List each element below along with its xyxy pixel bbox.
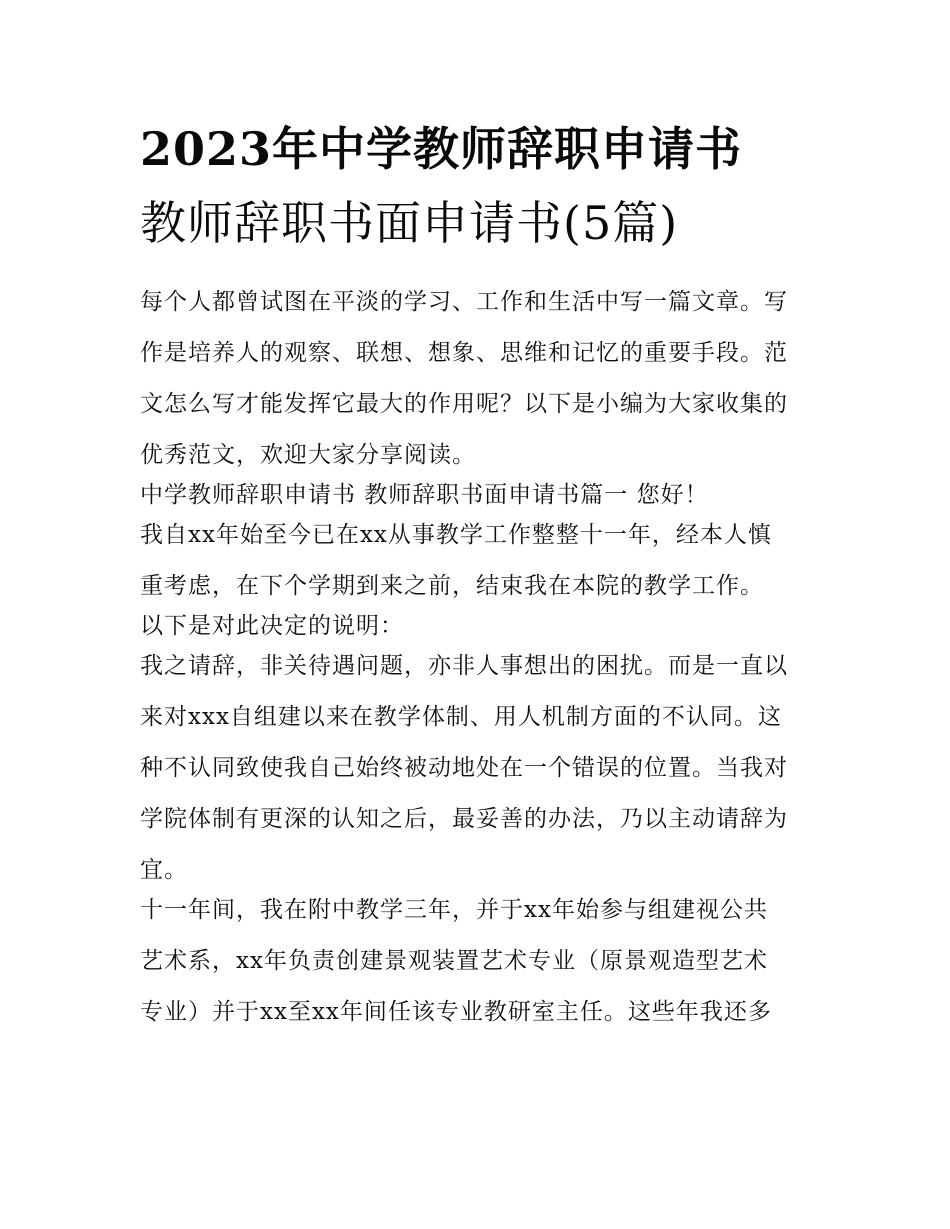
document-title-line-2: 教师辞职书面申请书(5篇) bbox=[140, 196, 679, 250]
body-line: 十一年间，我在附中教学三年，并于xx年始参与组建视公共 bbox=[140, 897, 768, 923]
body-line: 来对xxx自组建以来在教学体制、用人机制方面的不认同。这 bbox=[140, 704, 782, 730]
document-title-line-1: 2023年中学教师辞职申请书 bbox=[140, 122, 743, 176]
body-line: 文怎么写才能发挥它最大的作用呢？以下是小编为大家收集的 bbox=[140, 391, 788, 417]
body-line: 学院体制有更深的认知之后，最妥善的办法，乃以主动请辞为 bbox=[140, 806, 788, 832]
body-line: 艺术系，xx年负责创建景观装置艺术专业（原景观造型艺术 bbox=[140, 948, 768, 974]
body-line: 以下是对此决定的说明： bbox=[140, 613, 404, 639]
body-line: 我之请辞，非关待遇问题，亦非人事想出的困扰。而是一直以 bbox=[140, 653, 788, 679]
body-line: 每个人都曾试图在平淡的学习、工作和生活中写一篇文章。写 bbox=[140, 289, 788, 315]
body-line: 种不认同致使我自己始终被动地处在一个错误的位置。当我对 bbox=[140, 755, 788, 781]
document-body bbox=[140, 282, 820, 1043]
body-line: 优秀范文，欢迎大家分享阅读。 bbox=[140, 442, 476, 468]
body-line: 宜。 bbox=[140, 857, 188, 883]
body-line: 中学教师辞职申请书 教师辞职书面申请书篇一 您好！ bbox=[140, 482, 709, 508]
body-line: 我自xx年始至今已在xx从事教学工作整整十一年，经本人慎 bbox=[140, 522, 772, 548]
body-line: 重考虑，在下个学期到来之前，结束我在本院的教学工作。 bbox=[140, 573, 764, 599]
body-line: 作是培养人的观察、联想、想象、思维和记忆的重要手段。范 bbox=[140, 340, 788, 366]
body-line: 专业）并于xx至xx年间任该专业教研室主任。这些年我还多 bbox=[140, 999, 772, 1025]
